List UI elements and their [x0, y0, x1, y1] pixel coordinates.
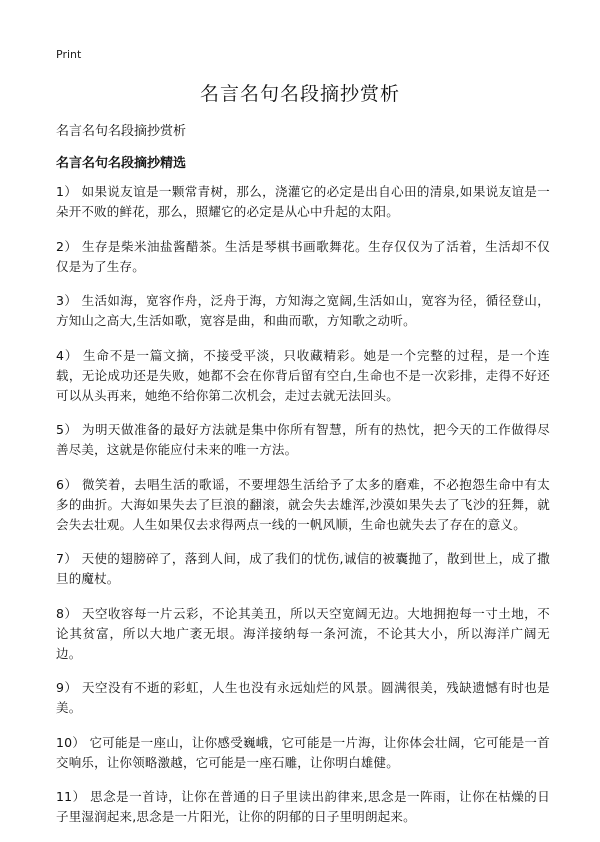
- quote-item: 9） 天空没有不逝的彩虹，人生也没有永远灿烂的风景。圆满很美，残缺遗憾有时也是美。: [56, 680, 550, 715]
- quote-item: 6） 微笑着，去唱生活的歌谣，不要埋怨生活给予了太多的磨难，不必抱怨生命中有太多的曲折。大海如果失去了巨浪的翻滚，就会失去雄浑,沙漠如果失去了飞沙的狂舞，就会失去壮观。人生如果仅去求得两点一线的一帆风顺，生命也就失去了存在的意义。: [56, 476, 550, 532]
- quote-item: 4） 生命不是一篇文摘，不接受平淡，只收藏精彩。她是一个完整的过程，是一个连载，无论成功还是失败，她都不会在你背后留有空白,生命也不是一次彩排，走得不好还可以从头再来，她绝不给你第二次机会，走过去就无法回头。: [56, 347, 550, 403]
- quote-list: [56, 182, 550, 842]
- quote-item: 5） 为明天做准备的最好方法就是集中你所有智慧，所有的热忱，把今天的工作做得尽善尽美，这就是你能应付未来的唯一方法。: [56, 422, 550, 457]
- quote-item: 2） 生存是柴米油盐酱醋茶。生活是琴棋书画歌舞花。生存仅仅为了活着，生活却不仅仅是为了生存。: [56, 238, 550, 274]
- quote-item: 7） 天使的翅膀碎了，落到人间，成了我们的忧伤,诚信的被囊抛了，散到世上，成了撒旦的魔杖。: [56, 551, 550, 586]
- page-title: 名言名句名段摘抄赏析: [199, 83, 400, 105]
- quote-item: 1） 如果说友谊是一颗常青树，那么，浇灌它的必定是出自心田的清泉,如果说友谊是一朵开不败的鲜花，那么，照耀它的必定是从心中升起的太阳。: [56, 184, 550, 219]
- quote-item: 10） 它可能是一座山，让你感受巍峨，它可能是一片海，让你体会壮阔，它可能是一首交响乐，让你领略激越，它可能是一座石雕，让你明白雄健。: [56, 734, 550, 770]
- page-subtitle: 名言名句名段摘抄赏析: [56, 124, 187, 139]
- quote-item: 3） 生活如海，宽容作舟，泛舟于海，方知海之宽阔,生活如山，宽容为径，循径登山，方知山之高大,生活如歌，宽容是曲，和曲而歌，方知歌之动听。: [56, 293, 550, 328]
- section-heading: 名言名句名段摘抄精选: [56, 156, 187, 171]
- quote-item: 8） 天空收容每一片云彩，不论其美丑，所以天空宽阔无边。大地拥抱每一寸土地，不论其贫富，所以大地广袤无垠。海洋接纳每一条河流，不论其大小，所以海洋广阔无边。: [56, 605, 550, 661]
- quote-item: 11） 思念是一首诗，让你在普通的日子里读出韵律来,思念是一阵雨，让你在枯燥的日子里湿润起来,思念是一片阳光，让你的阴郁的日子里明朗起来。: [56, 789, 550, 824]
- print-label[interactable]: Print: [56, 48, 82, 61]
